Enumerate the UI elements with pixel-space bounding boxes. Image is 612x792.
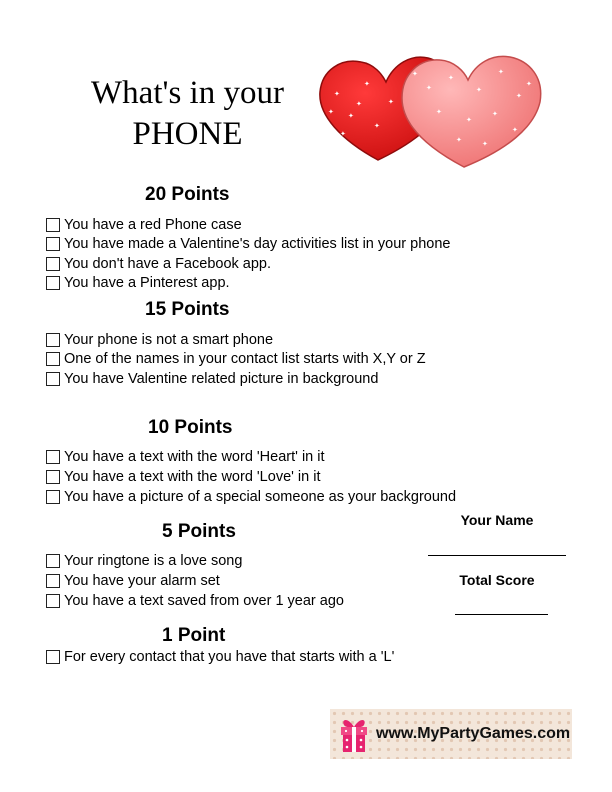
two-hearts-icon xyxy=(316,50,552,170)
checklist-item xyxy=(46,255,271,273)
checkbox-icon[interactable] xyxy=(46,470,60,484)
svg-text:✦: ✦ xyxy=(482,140,488,148)
item-text: You have Valentine related picture in background xyxy=(64,371,379,387)
item-text: You don't have a Facebook app. xyxy=(64,256,272,272)
title-line-1: What's in your xyxy=(91,75,284,111)
svg-text:✦: ✦ xyxy=(526,80,532,88)
item-text: You have made a Valentine's day activities list in your phone xyxy=(64,236,451,252)
svg-text:✦: ✦ xyxy=(334,90,340,98)
checklist-item xyxy=(46,235,450,253)
svg-text:✦: ✦ xyxy=(388,98,394,106)
svg-text:✦: ✦ xyxy=(436,108,442,116)
checklist-item xyxy=(46,370,378,388)
gift-box-icon xyxy=(338,715,370,753)
your-name-label: Your Name xyxy=(460,512,534,528)
your-name-line[interactable] xyxy=(428,555,566,556)
section-heading-5-points: 5 Points xyxy=(162,521,236,542)
svg-text:✦: ✦ xyxy=(516,92,522,100)
checkbox-icon[interactable] xyxy=(46,257,60,271)
svg-text:✦: ✦ xyxy=(456,136,462,144)
footer-banner xyxy=(330,709,572,759)
checklist-item xyxy=(46,468,321,486)
item-text: You have a text saved from over 1 year ago xyxy=(64,593,344,609)
checklist-item xyxy=(46,350,426,368)
checkbox-icon[interactable] xyxy=(46,450,60,464)
svg-text:✦: ✦ xyxy=(356,100,362,108)
checklist-item xyxy=(46,274,230,292)
checkbox-icon[interactable] xyxy=(46,218,60,232)
svg-text:✦: ✦ xyxy=(340,130,346,138)
checklist-item xyxy=(46,488,456,506)
section-heading-10-points: 10 Points xyxy=(148,417,233,438)
checklist-item xyxy=(46,216,242,234)
item-text: You have a text with the word 'Heart' in it xyxy=(64,449,325,465)
item-text: You have a red Phone case xyxy=(64,217,242,233)
checklist-item xyxy=(46,648,394,666)
section-heading-15-points: 15 Points xyxy=(145,299,230,320)
checklist-item xyxy=(46,331,273,349)
checklist-item xyxy=(46,592,344,610)
svg-text:✦: ✦ xyxy=(476,86,482,94)
checkbox-icon[interactable] xyxy=(46,333,60,347)
item-text: You have a text with the word 'Love' in it xyxy=(64,469,321,485)
svg-text:✦: ✦ xyxy=(374,122,380,130)
svg-text:✦: ✦ xyxy=(498,68,504,76)
section-heading-20-points: 20 Points xyxy=(145,184,230,205)
checkbox-icon[interactable] xyxy=(46,554,60,568)
checkbox-icon[interactable] xyxy=(46,276,60,290)
item-text: You have your alarm set xyxy=(64,573,220,589)
svg-text:✦: ✦ xyxy=(426,84,432,92)
title-line-2: PHONE xyxy=(132,116,243,152)
checklist-item xyxy=(46,552,242,570)
item-text: For every contact that you have that starts with a 'L' xyxy=(64,649,395,665)
svg-text:✦: ✦ xyxy=(412,70,418,78)
svg-text:✦: ✦ xyxy=(328,108,334,116)
checkbox-icon[interactable] xyxy=(46,594,60,608)
checklist-item xyxy=(46,572,220,590)
checkbox-icon[interactable] xyxy=(46,574,60,588)
svg-text:✦: ✦ xyxy=(466,116,472,124)
section-heading-1-point: 1 Point xyxy=(162,625,226,646)
website-link[interactable]: www.MyPartyGames.com xyxy=(376,725,571,742)
item-text: Your phone is not a smart phone xyxy=(64,332,274,348)
checkbox-icon[interactable] xyxy=(46,237,60,251)
item-text: One of the names in your contact list starts with X,Y or Z xyxy=(64,351,426,367)
item-text: You have a picture of a special someone as your background xyxy=(64,489,457,505)
checkbox-icon[interactable] xyxy=(46,372,60,386)
total-score-label: Total Score xyxy=(459,572,535,588)
svg-text:✦: ✦ xyxy=(512,126,518,134)
item-text: You have a Pinterest app. xyxy=(64,275,230,291)
total-score-line[interactable] xyxy=(455,614,548,615)
checklist-item xyxy=(46,448,325,466)
svg-text:✦: ✦ xyxy=(448,74,454,82)
item-text: Your ringtone is a love song xyxy=(64,553,243,569)
svg-text:✦: ✦ xyxy=(492,110,498,118)
svg-text:✦: ✦ xyxy=(364,80,370,88)
svg-text:✦: ✦ xyxy=(348,112,354,120)
checkbox-icon[interactable] xyxy=(46,650,60,664)
checkbox-icon[interactable] xyxy=(46,490,60,504)
checkbox-icon[interactable] xyxy=(46,352,60,366)
